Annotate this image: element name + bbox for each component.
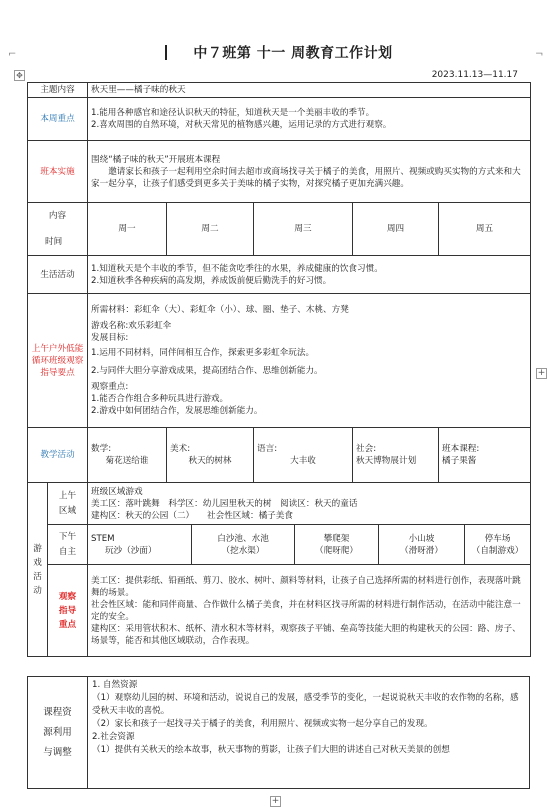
afternoon-item-name: 攀爬架 — [323, 533, 350, 544]
afternoon-item-name: 停车场 — [484, 533, 511, 544]
focus-line: 1.能用各种感官和途径认识秋天的特征，知道秋天是一个美丽丰收的季节。 — [91, 108, 375, 118]
day-monday: 周一 — [88, 203, 167, 256]
text-cursor-bar — [165, 45, 167, 60]
afternoon-item-5 — [465, 525, 531, 565]
add-table-plus-icon[interactable]: + — [271, 796, 280, 806]
date-range: 2023.11.13—11.17 — [431, 70, 518, 80]
game-guidance-label — [48, 565, 88, 657]
theme-label: 主题内容 — [28, 83, 88, 98]
table-move-handle-icon[interactable]: ✥ — [14, 70, 25, 81]
focus-line: 2.喜欢周围的自然环境，对秋天常见的植物感兴趣，运用记录的方式进行观察。 — [91, 120, 392, 130]
resources-line: 1. 自然资源 — [92, 680, 138, 690]
resources-content — [88, 677, 530, 789]
teaching-subject: 班本课程: — [442, 444, 480, 454]
margin-mark-top-left: ⌐ — [8, 49, 17, 60]
afternoon-item-sub: 玩沙（沙面） — [105, 545, 157, 556]
outdoor-materials: 所需材料：彩虹伞（大）、彩虹伞（小）、球、圈、垫子、木桃、方凳 — [91, 305, 349, 315]
game-morning-label — [48, 483, 88, 525]
outdoor-goal: 2.与同伴大胆分享游戏成果，提高团结合作、思维创新能力。 — [91, 366, 323, 376]
resources-table — [27, 676, 530, 789]
class-impl-line: 围绕“橘子味的秋天”开展班本课程 — [91, 154, 221, 165]
day-wednesday: 周三 — [254, 203, 353, 256]
teaching-thursday — [353, 428, 439, 483]
margin-mark-top-right: ¬ — [535, 49, 544, 60]
teaching-topic: 菊花送给谁 — [105, 456, 149, 466]
content-time-header — [28, 203, 88, 256]
game-afternoon-label-text: 下午自主 — [58, 531, 77, 557]
resources-label — [28, 677, 88, 789]
teaching-topic: 大丰收 — [290, 456, 316, 466]
teaching-subject: 语言: — [257, 444, 278, 454]
afternoon-item-2 — [192, 525, 295, 565]
resources-line: （1）提供有关秋天的绘本故事，秋天事物的剪影，让孩子们大胆的讲述自己对秋天美景的创想 — [92, 745, 450, 755]
teaching-subject: 美术: — [170, 444, 191, 454]
afternoon-item-3 — [295, 525, 379, 565]
resources-line: （2）家长和孩子一起找寻关于橘子的美食，利用照片、视频或实物一起分享自己的发现。 — [92, 719, 433, 729]
outdoor-observe: 1.能否合作组合多种玩具进行游戏。 — [91, 394, 229, 404]
afternoon-item-sub: （爬呀爬） — [315, 545, 358, 556]
game-morning-label-text: 上午区域 — [58, 490, 77, 516]
teaching-topic: 秋天博物展计划 — [356, 456, 417, 466]
outdoor-content — [88, 294, 531, 428]
afternoon-item-1 — [88, 525, 192, 565]
focus-content — [88, 98, 531, 141]
guidance-line: 社会性区域：能和同伴商量、合作做什么橘子美食，并在材料区找寻所需的材料进行制作活动，在活动中能注意一定的安全。 — [91, 599, 521, 622]
game-label — [28, 483, 48, 657]
resources-line: 2.社会资源 — [92, 732, 135, 742]
content-header: 内容 — [48, 211, 67, 221]
outdoor-goal: 1.运用不同材料，同伴间相互合作，探索更多彩虹伞玩法。 — [91, 348, 315, 358]
class-impl-line: 邀请家长和孩子一起利用空余时间去超市或商场找寻关于橘子的美食，用照片、视频或购买实物的方式来和大家一起分享，让孩子们感受到更多关于美味的橘子实物，对探究橘子更加充满兴趣。 — [91, 166, 521, 189]
game-guidance-content — [88, 565, 531, 657]
time-header: 时间 — [45, 237, 63, 247]
title-row — [0, 42, 558, 63]
game-morning-line: 建构区：秋天的公园（二） 社会性区域：橘子美食 — [91, 510, 293, 521]
page-title: 中７班第 十一 周教育工作计划 — [193, 45, 393, 62]
life-line: 1.知道秋天是个丰收的季节，但不能贪吃季往的水果，养成健康的饮食习惯。 — [91, 263, 383, 274]
teaching-topic: 橘子果酱 — [442, 456, 477, 466]
outdoor-observe-title: 观察重点: — [91, 382, 129, 392]
teaching-wednesday — [254, 428, 353, 483]
game-morning-line: 班级区域游戏 — [91, 486, 143, 497]
resources-line: （1）观察幼儿园的树、环境和活动，说说自己的发展，感受季节的变化，一起说说秋天丰收的农作物的名称，感受秋天丰收的喜悦。 — [92, 693, 519, 716]
game-morning-content — [88, 483, 531, 525]
add-row-plus-icon[interactable]: + — [537, 368, 546, 378]
focus-label: 本周重点 — [28, 98, 88, 141]
outdoor-observe: 2.游戏中如何团结合作，发展思维创新能力。 — [91, 406, 263, 416]
life-line: 2.知道秋季各种疾病的高发期，养成饭前便后勤洗手的好习惯。 — [91, 275, 332, 286]
afternoon-item-sub: （滑呀滑） — [400, 545, 443, 556]
afternoon-item-name: 白沙池、水池 — [217, 533, 269, 544]
life-label: 生活活动 — [28, 256, 88, 294]
day-thursday: 周四 — [353, 203, 439, 256]
day-friday: 周五 — [439, 203, 531, 256]
teaching-friday — [439, 428, 531, 483]
guidance-line: 美工区：提供彩纸、铅画纸、剪刀、胶水、树叶、颜料等材料，让孩子自己选择所需的材料进行创作，表现落叶跳舞的场景。 — [91, 575, 521, 598]
theme-value: 秋天里——橘子味的秋天 — [88, 83, 531, 98]
outdoor-label: 上午户外低能循环班级观察指导要点 — [28, 294, 88, 428]
game-morning-line: 美工区：落叶跳舞 科学区：幼儿园里秋天的树 阅读区：秋天的童话 — [91, 498, 358, 509]
afternoon-item-sub: （自制游戏） — [471, 545, 524, 556]
class-impl-content — [88, 141, 531, 203]
resources-label-text: 课程资源利用与调整 — [43, 706, 72, 758]
afternoon-item-sub: （挖水渠） — [221, 545, 265, 556]
afternoon-item-name: STEM — [91, 533, 115, 544]
life-content — [88, 256, 531, 294]
teaching-topic: 秋天的树林 — [188, 456, 232, 466]
afternoon-item-name: 小山坡 — [408, 533, 435, 544]
outdoor-goal-title: 发展目标: — [91, 333, 129, 343]
weekly-plan-table — [27, 82, 531, 657]
teaching-monday — [88, 428, 167, 483]
game-label-text: 游戏活动 — [33, 543, 42, 596]
teaching-label: 教学活动 — [28, 428, 88, 483]
day-tuesday: 周二 — [167, 203, 254, 256]
outdoor-game-name: 游戏名称:欢乐彩虹伞 — [91, 321, 172, 331]
game-afternoon-label — [48, 525, 88, 565]
teaching-tuesday — [167, 428, 254, 483]
teaching-subject: 数学: — [91, 444, 112, 454]
teaching-subject: 社会: — [356, 444, 377, 454]
game-guidance-label-text: 观察指导重点 — [58, 591, 77, 630]
guidance-line: 建构区：采用管状积木、纸杯、清水积木等材料，观察孩子平铺、垒高等技能大胆的构建秋天的公园：路、房子、场景等，能否和其他区域联动，合作表现。 — [91, 623, 521, 646]
class-impl-label: 班本实施 — [28, 141, 88, 203]
afternoon-item-4 — [379, 525, 465, 565]
